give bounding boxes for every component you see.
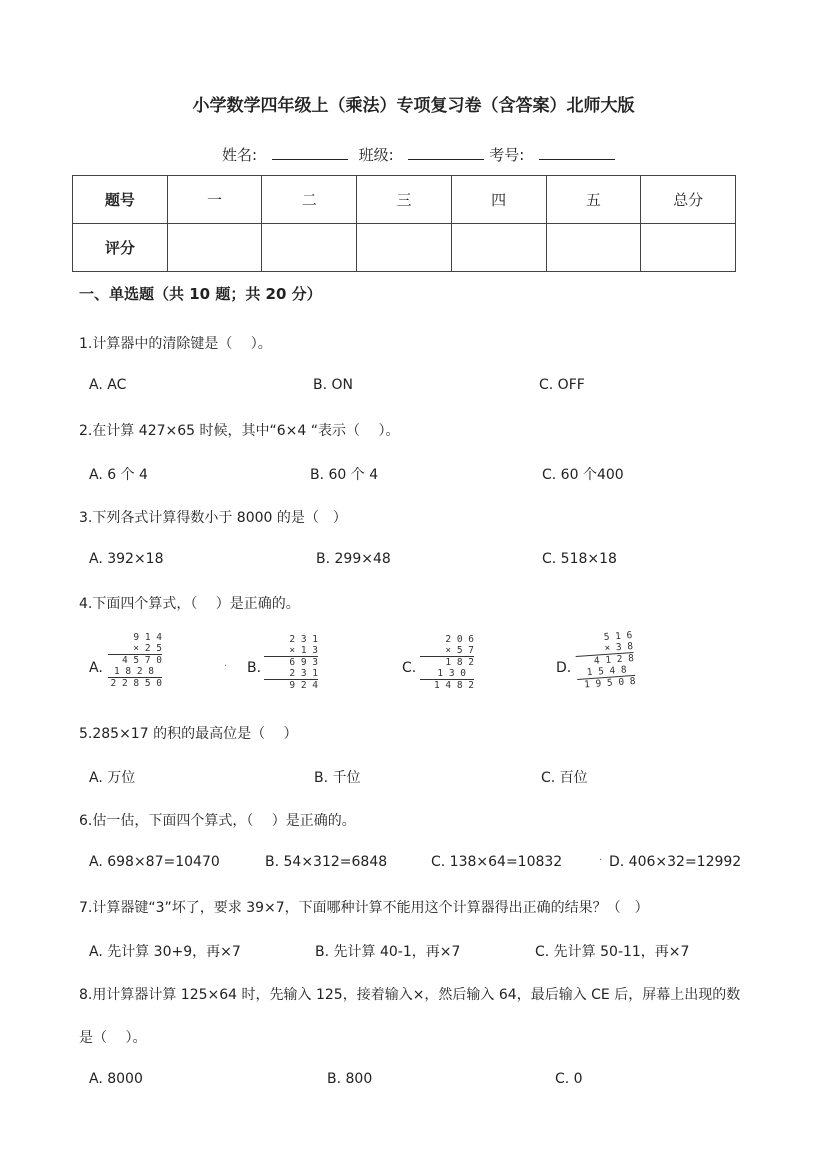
vm-row: 2 2 8 5 0: [108, 677, 162, 689]
vm-row: × 1 3: [289, 645, 318, 656]
q1-option-a[interactable]: A. AC: [89, 377, 127, 393]
q7-option-b[interactable]: B. 先计算 40-1，再×7: [315, 944, 461, 960]
q1-option-c[interactable]: C. OFF: [539, 377, 585, 393]
score-cell[interactable]: [357, 224, 452, 272]
q2-option-c[interactable]: C. 60 个400: [542, 467, 624, 483]
score-header-cell: 总分: [641, 176, 736, 224]
q4-vertical-multiplication-b: [264, 634, 318, 691]
q4-option-d-label[interactable]: D.: [556, 660, 572, 676]
score-header-cell: 一: [167, 176, 262, 224]
q7-option-c[interactable]: C. 先计算 50-11，再×7: [535, 944, 690, 960]
class-label: 班级:: [358, 146, 394, 164]
q3-option-c[interactable]: C. 518×18: [542, 551, 617, 567]
name-label: 姓名:: [222, 146, 258, 164]
q8-option-a[interactable]: A. 8000: [89, 1071, 143, 1087]
q5-option-b[interactable]: B. 千位: [314, 770, 361, 786]
question-3: 3.下列各式计算得数小于 8000 的是（ ）: [79, 510, 347, 526]
score-cell[interactable]: [546, 224, 641, 272]
vm-row: 1 9 5 0 8: [577, 675, 636, 691]
stray-mark: ·: [599, 855, 603, 866]
q5-option-c[interactable]: C. 百位: [541, 770, 588, 786]
vm-row: 5 1 6: [603, 630, 633, 644]
vm-row: 1 8 2 8: [113, 666, 154, 677]
q3-option-a[interactable]: A. 392×18: [89, 551, 164, 567]
class-blank[interactable]: [408, 145, 484, 160]
q4-option-b-label[interactable]: B.: [247, 660, 262, 676]
score-table: [72, 175, 736, 272]
question-8: 8.用计算器计算 125×64 时，先输入 125，接着输入×，然后输入 64，最后输入 CE 后，屏幕上出现的数: [79, 987, 741, 1003]
vm-row: 1 8 2: [420, 656, 474, 668]
score-cell[interactable]: [451, 224, 546, 272]
exam-label: 考号:: [489, 146, 525, 164]
question-4: 4.下面四个算式，（ ）是正确的。: [79, 596, 300, 612]
q8-option-c[interactable]: C. 0: [555, 1071, 583, 1087]
section-heading: 一、单选题（共 10 题；共 20 分）: [79, 285, 322, 303]
vm-row: × 2 5: [133, 643, 162, 654]
q6-option-d[interactable]: D. 406×32=12992: [609, 854, 742, 870]
vm-row: 4 1 2 8: [576, 652, 635, 668]
q8-option-b[interactable]: B. 800: [327, 1071, 373, 1087]
q2-option-b[interactable]: B. 60 个 4: [310, 467, 379, 483]
q6-option-c[interactable]: C. 138×64=10832: [431, 854, 563, 870]
name-blank[interactable]: [272, 145, 348, 160]
score-header-cell: 三: [357, 176, 452, 224]
q6-option-a[interactable]: A. 698×87=10470: [89, 854, 220, 870]
score-cell[interactable]: [262, 224, 357, 272]
student-info: [222, 144, 615, 165]
question-6: 6.估一估，下面四个算式，（ ）是正确的。: [79, 813, 356, 829]
question-7: 7.计算器键“3”坏了，要求 39×7，下面哪种计算不能用这个计算器得出正确的结果？（ ）: [79, 900, 649, 916]
page-title: 小学数学四年级上（乘法）专项复习卷（含答案）北师大版: [192, 96, 635, 116]
question-1: 1.计算器中的清除键是（ ）。: [79, 336, 272, 352]
score-row-label: 评分: [73, 224, 168, 272]
question-8-continued: 是（ ）。: [79, 1030, 147, 1046]
vm-row: 2 0 6: [445, 634, 474, 645]
q6-option-b[interactable]: B. 54×312=6848: [265, 854, 388, 870]
score-header-cell: 五: [546, 176, 641, 224]
q1-option-b[interactable]: B. ON: [313, 377, 353, 393]
q4-vertical-multiplication-a: [108, 632, 162, 689]
vm-row: 2 3 1: [289, 634, 318, 645]
q4-vertical-multiplication-c: [420, 634, 474, 691]
score-header-cell: 题号: [73, 176, 168, 224]
score-header-row: [73, 176, 736, 224]
vm-row: 4 5 7 0: [108, 654, 162, 666]
exam-blank[interactable]: [539, 145, 615, 160]
q2-option-a[interactable]: A. 6 个 4: [89, 467, 148, 483]
q5-option-a[interactable]: A. 万位: [89, 770, 136, 786]
vm-row: × 3 8: [604, 641, 634, 654]
vm-row: 1 3 0: [437, 668, 466, 679]
score-header-cell: 四: [451, 176, 546, 224]
q4-vertical-multiplication-d: [574, 630, 636, 691]
vm-row: 1 4 8 2: [420, 679, 474, 691]
score-header-cell: 二: [262, 176, 357, 224]
stray-mark: ·: [224, 661, 228, 672]
score-cell[interactable]: [167, 224, 262, 272]
vm-row: 1 5 4 8: [586, 664, 628, 679]
vm-row: 9 2 4: [264, 679, 318, 691]
vm-row: 9 1 4: [133, 632, 162, 643]
question-5: 5.285×17 的积的最高位是（ ）: [79, 726, 298, 742]
vm-row: 6 9 3: [264, 656, 318, 668]
q4-option-c-label[interactable]: C.: [402, 660, 417, 676]
q3-option-b[interactable]: B. 299×48: [316, 551, 391, 567]
score-row: [73, 224, 736, 272]
vm-row: × 5 7: [445, 645, 474, 656]
vm-row: 2 3 1: [289, 668, 318, 679]
q4-option-a-label[interactable]: A.: [89, 660, 103, 676]
q7-option-a[interactable]: A. 先计算 30+9，再×7: [89, 944, 241, 960]
question-2: 2.在计算 427×65 时候，其中“6×4 “表示（ ）。: [79, 423, 400, 439]
score-cell[interactable]: [641, 224, 736, 272]
